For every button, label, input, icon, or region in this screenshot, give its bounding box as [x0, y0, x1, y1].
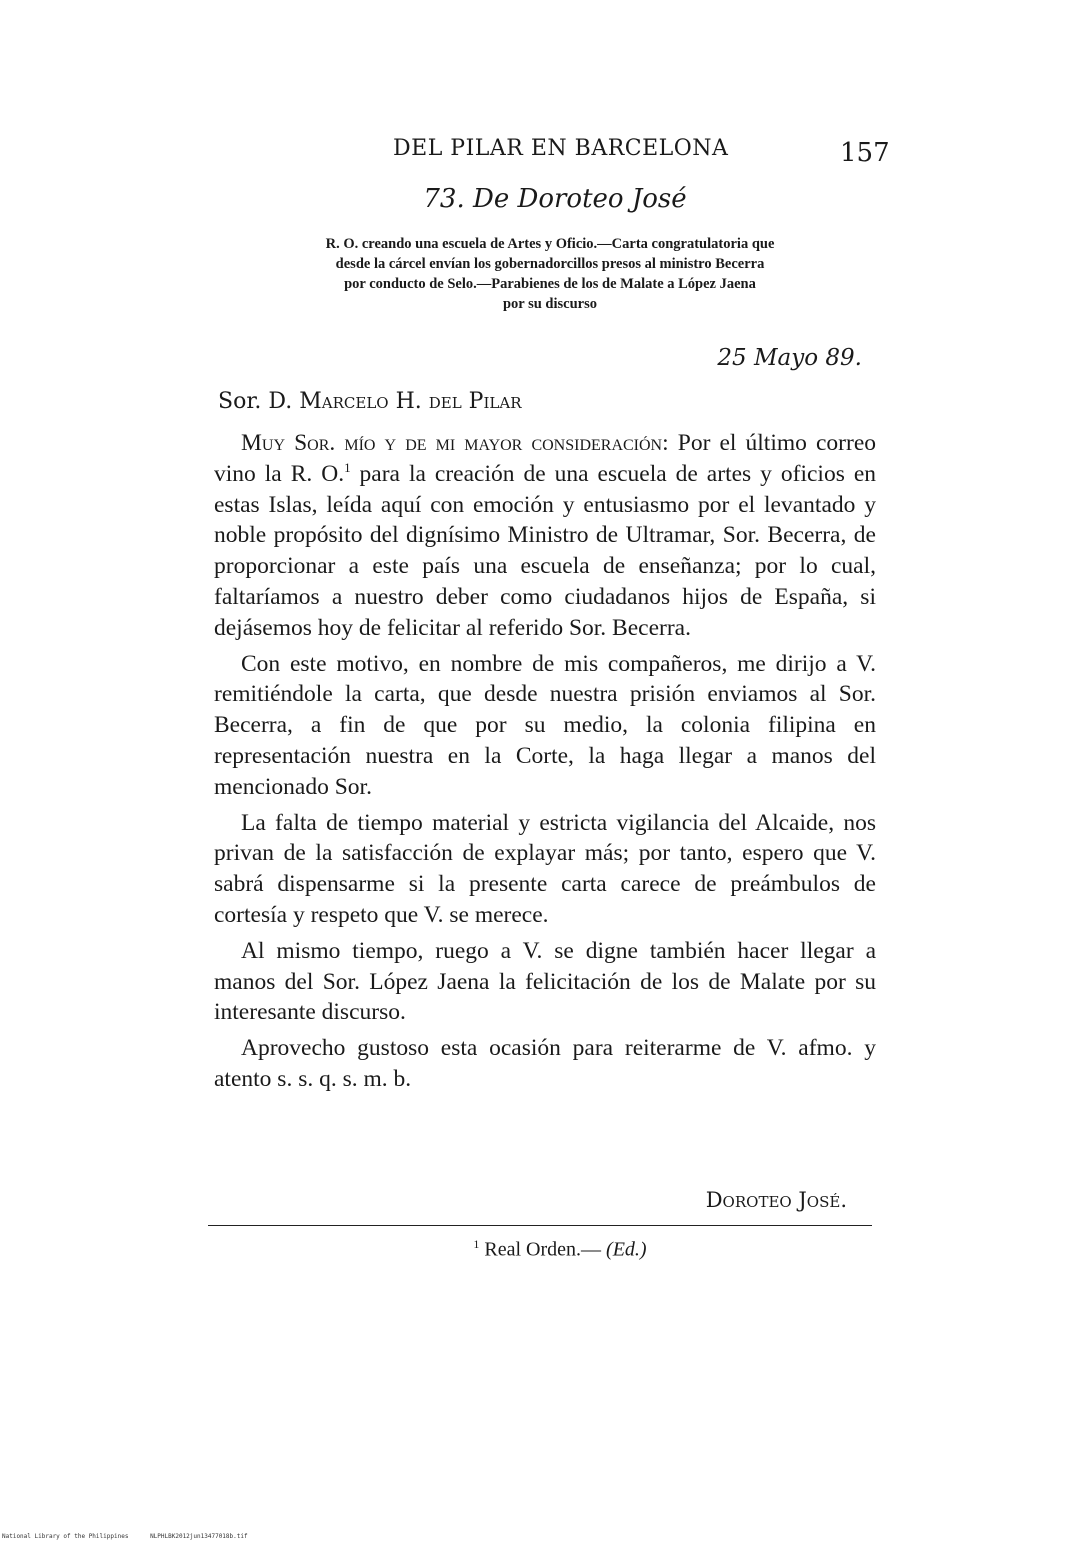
summary-line: R. O. creando una escuela de Artes y Oficio.—Carta congratulatoria que	[325, 236, 775, 252]
summary-line: por su discurso	[502, 296, 597, 312]
paragraph-1-text-a: Por el último correo vino la R. O.	[214, 430, 876, 487]
letter-body	[214, 428, 876, 1100]
paragraph-5: Aprovecho gustoso esta ocasión para reiterarme de V. afmo. y atento s. s. q. s. m. b.	[214, 1035, 876, 1092]
addressee	[218, 389, 522, 414]
letter-summary	[216, 234, 884, 314]
letter-date: 25 Mayo 89.	[717, 345, 862, 371]
summary-line: por conducto de Selo.—Parabienes de los de Malate a López Jaena	[344, 276, 756, 292]
paragraph-1	[214, 428, 876, 644]
scan-file-id: NLPHLBK2012jun13477018b.tif	[150, 1533, 248, 1540]
page-number: 157	[840, 138, 890, 168]
paragraph-1-text-b: para la creación de una escuela de artes y oficios en estas Islas, leída aquí con emoción y entusiasmo por el levantado y noble propósito del dignísimo Ministro de Ultramar, Sor. Becerra, de proporcionar a este país una escuela de enseñanza; por lo cual, faltaríamos a nuestro deber como ciudadanos hijos de España, si dejásemos hoy de felicitar al referido Sor. Becerra.	[214, 460, 876, 641]
paragraph-3: La falta de tiempo material y estricta vigilancia del Alcaide, nos privan de la satisfacción de explayar más; por tanto, espero que V. sabrá dispensarme si la presente carta carece de preámbulos de cortesía y respeto que V. se merece.	[214, 809, 876, 928]
footnote-ref: 1	[344, 459, 351, 475]
footnote-editor: (Ed.)	[606, 1238, 647, 1261]
paragraph-4: Al mismo tiempo, ruego a V. se digne también hacer llegar a manos del Sor. López Jaena la felicitación de los de Malate por su interesante discurso.	[214, 937, 876, 1026]
scan-library: National Library of the Philippines	[2, 1533, 129, 1540]
summary-line: desde la cárcel envían los gobernadorcillos presos al ministro Becerra	[335, 256, 765, 272]
paragraph-2: Con este motivo, en nombre de mis compañeros, me dirijo a V. remitiéndole la carta, que desde nuestra prisión enviamos al Sor. Becerra, a fin de que por su medio, la colonia filipina en representación nuestra en la Corte, la haga llegar a manos del mencionado Sor.	[214, 650, 876, 800]
scan-stamp	[2, 1533, 266, 1540]
addressee-prefix: Sor. D.	[218, 389, 293, 414]
running-header: DEL PILAR EN BARCELONA	[393, 136, 729, 161]
signature: Doroteo José.	[705, 1188, 847, 1212]
greeting: Muy Sor. mío y de mi mayor consideración:	[241, 430, 669, 456]
footnote-divider	[208, 1225, 872, 1226]
footnote-text: Real Orden.—	[484, 1238, 602, 1261]
footnote-marker: 1	[473, 1237, 480, 1251]
footnote	[0, 1237, 1090, 1262]
letter-title: 73. De Doroteo José	[423, 184, 687, 214]
addressee-name: Marcelo H. del Pilar	[299, 389, 522, 414]
